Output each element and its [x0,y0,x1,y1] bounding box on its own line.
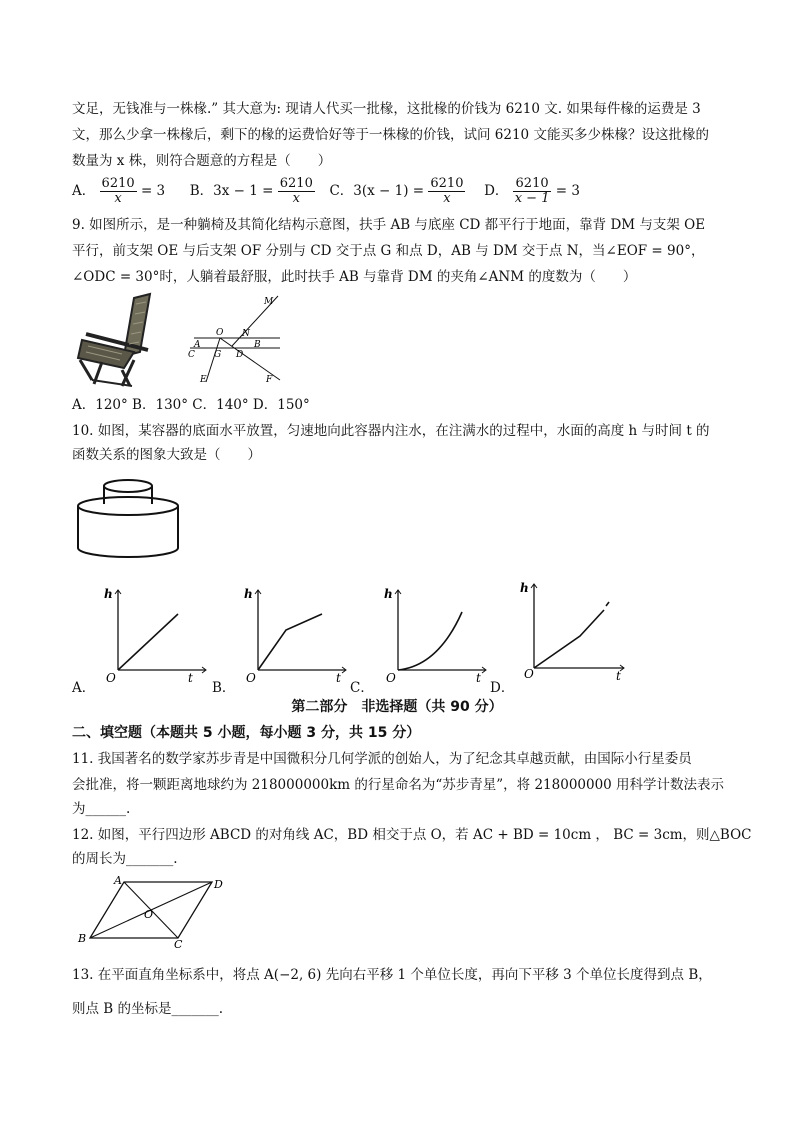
label-A: A [194,340,201,350]
label-D-parallelogram: D [214,878,223,891]
q8-option-d-label: D． [484,183,509,199]
label-B: B [254,340,261,350]
q8-line1: 文足，无钱准与一株椽.” 其大意为: 现请人代买一批椽，这批椽的价钱为 6210 文. 如果每件椽的运费是 3 [72,101,701,117]
graph-b-label: B． [212,680,236,696]
q8-option-c-fraction: $\frac{6210}{x}$ [430,176,464,206]
graph-c-t-label: t [476,671,481,682]
graph-a-label: A． [72,680,96,696]
q9-line1: 9. 如图所示，是一种躺椅及其简化结构示意图，扶手 AB 与底座 CD 都平行于地面，靠背 DM 与支架 OE [72,217,706,233]
q9-options: A．120° B．130° C．140° D．150° [72,397,310,413]
graph-option-c [378,582,490,682]
label-C-parallelogram: C [174,938,183,948]
q11-line2: 会批准，将一颗距离地球约为 218000000km 的行星命名为“苏步青星”，将 218000000 用科学计数法表示 [72,777,725,793]
q8-line3: 数量为 x 株，则符合题意的方程是（ ） [72,153,332,169]
graph-b-curve [258,614,322,670]
graph-b-origin: O [246,671,256,682]
q8-options [72,174,580,208]
graph-c-curve [398,612,462,670]
graph-option-d [512,578,630,682]
q12-line1: 12. 如图，平行四边形 ABCD 的对角线 AC，BD 相交于点 O，若 AC + BD = 10cm ， BC = 3cm，则△BOC [72,827,752,843]
q12-line2: 的周长为_______. [72,851,178,867]
q9-line2: 平行，前支架 OE 与后支架 OF 分别与 CD 交于点 G 和点 D，AB 与 DM 交于点 N，当∠EOF = 90°， [72,243,705,259]
label-B-parallelogram: B [78,932,87,945]
q9-line3: ∠ODC = 30°时，人躺着最舒服，此时扶手 AB 与靠背 DM 的夹角∠ANM 的度数为（ ） [72,269,637,285]
label-O: O [216,328,224,338]
graph-option-a [100,582,212,682]
graph-c-origin: O [386,671,396,682]
graph-a-origin: O [106,671,116,682]
q10-line2: 函数关系的图象大致是（ ） [72,447,261,463]
graph-a-curve [118,614,178,670]
q8-option-a-rest: = 3 [140,183,166,199]
graph-d-curve [534,610,604,668]
graph-b-h-label: h [244,587,253,601]
part2-heading: 第二部分 非选择题（共 90 分） [291,699,503,715]
graph-a-h-label: h [104,587,113,601]
q9-structure-diagram [180,290,295,390]
label-O-parallelogram: O [144,908,154,921]
q13-line1: 13. 在平面直角坐标系中，将点 A(−2, 6) 先向右平移 1 个单位长度，再向下平移 3 个单位长度得到点 B， [72,967,712,983]
graph-d-t-label: t [616,669,621,682]
graph-d-origin: O [524,667,534,681]
q8-line2: 文，那么少拿一株椽后，剩下的椽的运费恰好等于一株椽的价钱，试问 6210 文能买多少株椽？设这批椽的 [72,127,709,143]
graph-option-b [238,582,350,682]
label-C: C [188,350,195,360]
q8-option-d-rest: = 3 [555,183,580,199]
graph-a-t-label: t [188,671,193,682]
container-image [72,472,184,564]
label-M: M [264,297,274,307]
q8-option-b: B．3x − 1 = [189,183,274,199]
graph-b-t-label: t [336,671,341,682]
label-N: N [242,329,250,339]
q8-option-b-fraction: $\frac{6210}{x}$ [279,176,313,206]
recliner-chair-image [72,290,182,390]
graph-c-h-label: h [384,587,393,601]
q11-line1: 11. 我国著名的数学家苏步青是中国微积分几何学派的创始人，为了纪念其卓越贡献，由国际小行星委员 [72,751,692,767]
q13-line2: 则点 B 的坐标是_______. [72,1001,224,1017]
q8-option-a-label: A． [72,183,96,199]
parallelogram-diagram [74,872,234,948]
section2-heading: 二、填空题（本题共 5 小题，每小题 3 分，共 15 分） [72,725,421,741]
label-D: D [236,350,244,360]
label-F: F [266,375,273,385]
q11-line3: 为______. [72,801,131,817]
label-E: E [200,375,207,385]
q8-option-a-fraction: $\frac{6210}{x}$ [101,176,135,206]
q10-line1: 10. 如图，某容器的底面水平放置，匀速地向此容器内注水，在注满水的过程中，水面的高度 h 与时间 t 的 [72,423,710,439]
q8-option-c: C．3(x − 1) = [329,183,425,199]
label-A-parallelogram: A [114,874,122,887]
graph-d-h-label: h [520,581,529,595]
graph-d-label: D． [490,680,515,696]
graph-c-label: C． [350,680,374,696]
label-G: G [214,350,222,360]
q8-option-d-fraction: $\frac{6210}{x - 1}$ [514,176,550,206]
